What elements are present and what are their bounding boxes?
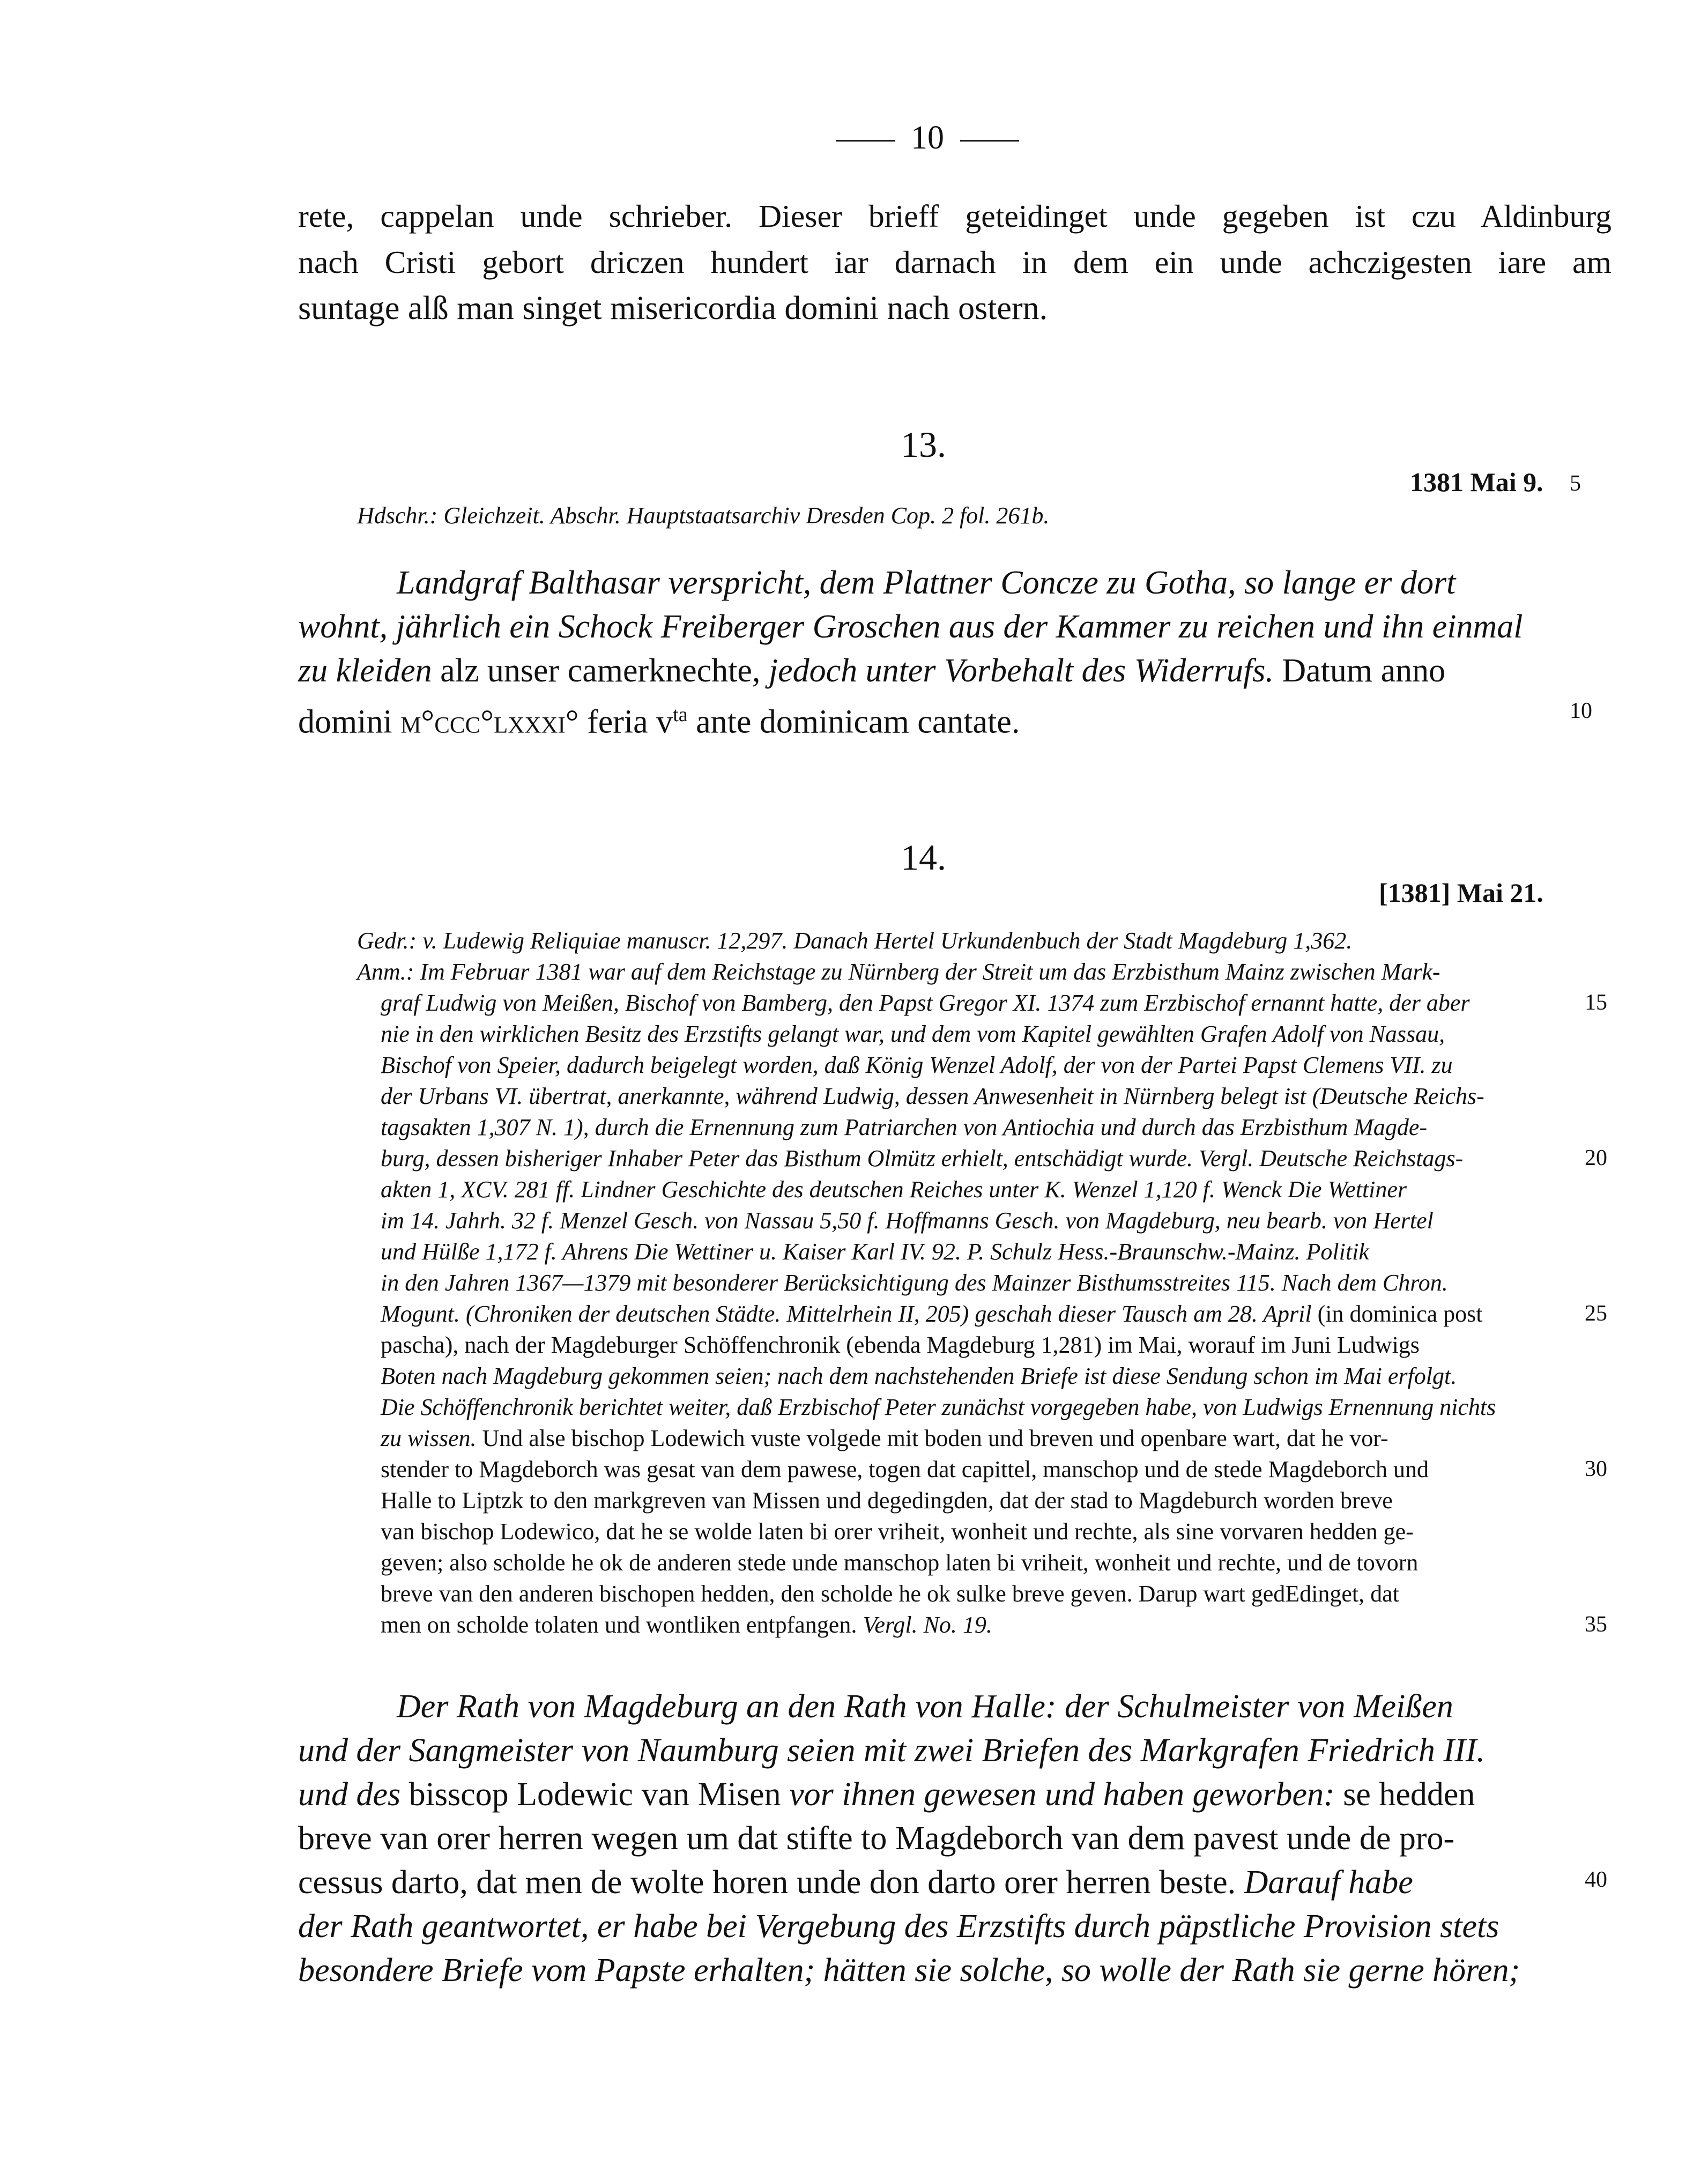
doc14-body-line-7: besondere Briefe vom Papste erhalten; hätten sie solche, so wolle der Rath sie gerne hören; <box>298 1952 1520 1989</box>
doc13-line-4-a: domini <box>298 703 401 740</box>
note-line-19: Halle to Liptzk to den markgreven van Missen und degedingden, dat der stad to Magdeburch worden breve <box>381 1487 1393 1514</box>
note-line-13-italic: Mogunt. (Chroniken der deutschen Städte. Mittelrhein II, 205) geschah dieser Tausch am 28. April <box>381 1301 1312 1327</box>
note-line-3: graf Ludwig von Meißen, Bischof von Bamberg, den Papst Gregor XI. 1374 zum Erzbischof ernannt hatte, der aber <box>381 990 1470 1016</box>
header-dash-right <box>960 140 1019 142</box>
note-line-number-20: 20 <box>1585 1146 1607 1170</box>
doc13-line-4 <box>298 692 1020 745</box>
carryover-line-3: suntage alß man singet misericordia domini nach ostern. <box>298 290 1048 327</box>
doc14-body-line-4: breve van orer herren wegen um dat stifte to Magdeborch van dem pavest unde de pro- <box>298 1820 1455 1857</box>
doc14-body-line-1: Der Rath von Magdeburg an den Rath von Halle: der Schulmeister von Meißen <box>397 1688 1453 1725</box>
doc14-date: [1381] Mai 21. <box>1379 878 1543 908</box>
doc14-body-line-3-roman-end: se hedden <box>1334 1776 1475 1813</box>
note-line-12: in den Jahren 1367—1379 mit besonderer Berücksichtigung des Mainzer Bisthumsstreites 115. Nach dem Chron. <box>381 1270 1448 1296</box>
note-line-number-30: 30 <box>1585 1457 1607 1481</box>
doc13-line-3-italic-a: zu kleiden <box>298 652 432 689</box>
note-line-11: und Hülße 1,172 f. Ahrens Die Wettiner u. Kaiser Karl IV. 92. P. Schulz Hess.-Braunschw.-Mainz. Politik <box>381 1239 1369 1265</box>
doc13-line-1: Landgraf Balthasar verspricht, dem Plattner Concze zu Gotha, so lange er dort <box>397 565 1456 601</box>
note-line-8: burg, dessen bisheriger Inhaber Peter das Bisthum Olmütz erhielt, entschädigt wurde. Vergl. Deutsche Reichstags- <box>381 1145 1464 1171</box>
header-dash-left <box>836 140 895 142</box>
doc13-line-3-roman: alz unser camerknechte, <box>432 652 769 689</box>
doc13-line-3-roman-end: Datum anno <box>1273 652 1446 689</box>
doc14-body-line-5-italic: Darauf habe <box>1244 1864 1413 1901</box>
doc13-number: 13. <box>901 424 946 465</box>
note-line-2: Anm.: Im Februar 1381 war auf dem Reichstage zu Nürnberg der Streit um das Erzbisthum Mainz zwischen Mark- <box>357 959 1440 985</box>
doc13-line-4-sup: ta <box>673 703 688 726</box>
note-line-10: im 14. Jahrh. 32 f. Menzel Gesch. von Nassau 5,50 f. Hoffmanns Gesch. von Magdeburg, neu bearb. von Hertel <box>381 1207 1434 1234</box>
note-line-13-roman: (in dominica post <box>1311 1301 1483 1327</box>
note-line-23 <box>381 1610 992 1641</box>
body-line-number-40: 40 <box>1585 1867 1607 1892</box>
note-line-17 <box>381 1423 1388 1454</box>
note-line-number-25: 25 <box>1585 1301 1607 1326</box>
note-line-17-italic: zu wissen. <box>381 1425 477 1451</box>
doc14-body-line-3-italic-a: und des <box>298 1776 401 1813</box>
doc14-body-line-5 <box>298 1859 1413 1905</box>
note-line-9: akten 1, XCV. 281 ff. Lindner Geschichte des deutschen Reiches unter K. Wenzel 1,120 f. Wenck Die Wettiner <box>381 1176 1407 1203</box>
note-line-1: Gedr.: v. Ludewig Reliquiae manuscr. 12,297. Danach Hertel Urkundenbuch der Stadt Magdeburg 1,362. <box>357 928 1353 954</box>
note-line-21: geven; also scholde he ok de anderen stede unde manschop laten bi vriheit, wonheit und rechte, und de tovorn <box>381 1549 1419 1576</box>
page-number: 10 <box>911 120 944 156</box>
doc13-source: Hdschr.: Gleichzeit. Abschr. Hauptstaatsarchiv Dresden Cop. 2 fol. 261b. <box>357 502 1050 529</box>
doc14-body-line-2: und der Sangmeister von Naumburg seien mit zwei Briefen des Markgrafen Friedrich III. <box>298 1732 1485 1769</box>
doc13-line-3 <box>298 648 1445 694</box>
doc13-line-4-b: feria v <box>578 703 673 740</box>
note-line-18: stender to Magdeborch was gesat van dem pawese, togen dat capittel, manschop und de stede Magdeborch und <box>381 1456 1429 1482</box>
doc14-number: 14. <box>901 837 946 878</box>
note-line-15: Boten nach Magdeburg gekommen seien; nach dem nachstehenden Briefe ist diese Sendung schon im Mai erfolgt. <box>381 1363 1457 1389</box>
doc14-body-line-5-roman: cessus darto, dat men de wolte horen unde don darto orer herren beste. <box>298 1864 1244 1901</box>
note-line-20: van bischop Lodewico, dat he se wolde laten bi orer vriheit, wonheit und rechte, als sine vorvaren hedden ge- <box>381 1518 1414 1545</box>
doc13-date: 1381 Mai 9. <box>1410 467 1543 497</box>
doc14-body-line-3-italic-b: vor ihnen gewesen und haben geworben: <box>789 1776 1335 1813</box>
note-line-4: nie in den wirklichen Besitz des Erzstifts gelangt war, und dem vom Kapitel gewählten Grafen Adolf von Nassau, <box>381 1021 1445 1047</box>
page-header <box>793 119 1061 157</box>
note-line-23-italic: Vergl. No. 19. <box>857 1612 992 1638</box>
note-line-13 <box>381 1299 1483 1330</box>
doc14-body-line-3 <box>298 1771 1475 1818</box>
doc13-line-2: wohnt, jährlich ein Schock Freiberger Groschen aus der Kammer zu reichen und ihn einmal <box>298 609 1523 645</box>
doc14-body-line-3-roman: bisscop Lodewic van Misen <box>400 1776 790 1813</box>
doc13-line-number-10: 10 <box>1570 699 1592 723</box>
note-line-number-35: 35 <box>1585 1612 1607 1637</box>
note-line-5: Bischof von Speier, dadurch beigelegt worden, daß König Wenzel Adolf, der von der Partei Papst Clemens VII. zu <box>381 1052 1453 1078</box>
note-line-17-roman: Und alse bischop Lodewich vuste volgede mit boden und breven und openbare wart, dat he vor- <box>476 1425 1388 1451</box>
carryover-line-1: rete, cappelan unde schrieber. Dieser brieff geteidinget unde gegeben ist czu Aldinburg <box>298 198 1612 234</box>
doc13-line-3-italic-b: jedoch unter Vorbehalt des Widerrufs. <box>768 652 1274 689</box>
note-line-7: tagsakten 1,307 N. 1), durch die Ernennung zum Patriarchen von Antiochia und durch das Erzbisthum Magde- <box>381 1114 1428 1140</box>
doc13-line-number: 5 <box>1570 471 1581 496</box>
note-line-14: pascha), nach der Magdeburger Schöffenchronik (ebenda Magdeburg 1,281) im Mai, worauf im Juni Ludwigs <box>381 1332 1420 1358</box>
carryover-line-2: nach Cristi gebort driczen hundert iar darnach in dem ein unde achczigesten iare am <box>298 244 1612 280</box>
doc13-line-4-c: ante dominicam cantate. <box>687 703 1020 740</box>
doc13-line-4-numeral: m°ccc°lxxxi° <box>400 703 579 740</box>
note-line-22: breve van den anderen bischopen hedden, den scholde he ok sulke breve geven. Darup wart gedEdinget, dat <box>381 1581 1399 1607</box>
note-line-16: Die Schöffenchronik berichtet weiter, daß Erzbischof Peter zunächst vorgegeben habe, von Ludwigs Ernennung nichts <box>381 1394 1496 1420</box>
doc14-body-line-6: der Rath geantwortet, er habe bei Vergebung des Erzstifts durch päpstliche Provision stets <box>298 1908 1499 1945</box>
note-line-number-15: 15 <box>1585 990 1607 1015</box>
note-line-6: der Urbans VI. übertrat, anerkannte, während Ludwig, dessen Anwesenheit in Nürnberg belegt ist (Deutsche Reichs- <box>381 1083 1484 1109</box>
note-line-23-roman: men on scholde tolaten und wontliken entpfangen. <box>381 1612 857 1638</box>
